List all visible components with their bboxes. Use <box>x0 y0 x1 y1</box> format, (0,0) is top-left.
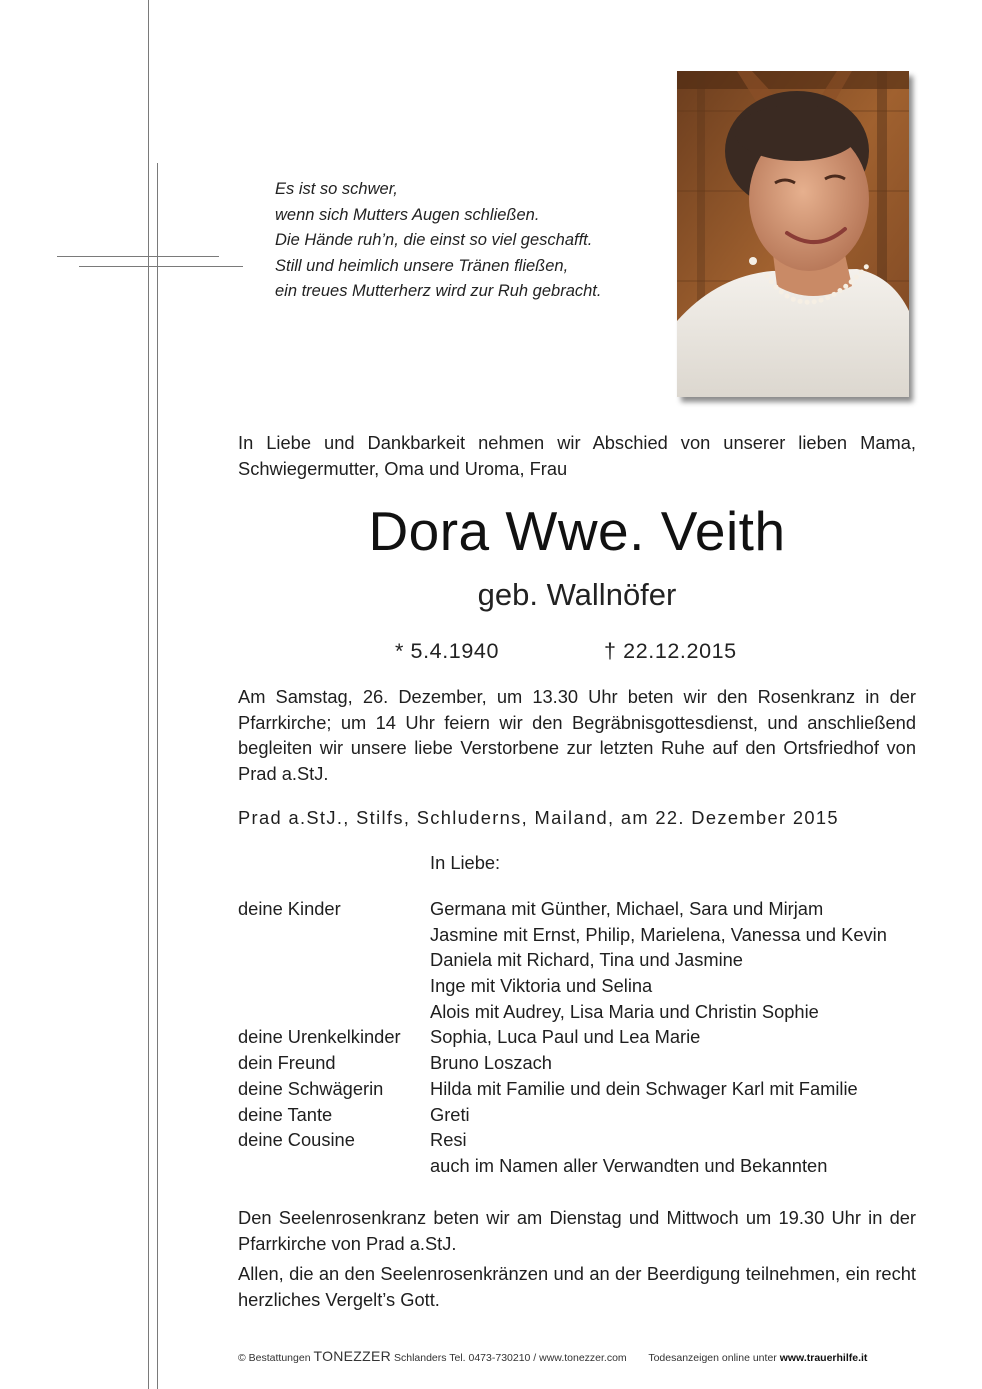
deceased-name: Dora Wwe. Veith <box>368 500 786 562</box>
mourner-names: Inge mit Viktoria und Selina <box>430 975 653 997</box>
mourner-names: Alois mit Audrey, Lisa Maria und Christin Sophie <box>430 1000 819 1022</box>
mourner-names: Germana mit Günther, Michael, Sara und Mirjam <box>430 898 824 919</box>
mourner-names: Greti <box>430 1103 470 1125</box>
cross-vertical-line-inner <box>157 163 158 1389</box>
poem <box>275 177 655 305</box>
poem-line: Es ist so schwer, <box>275 180 398 198</box>
mourner-names: Daniela mit Richard, Tina und Jasmine <box>430 949 743 971</box>
mourner-names: Jasmine mit Ernst, Philip, Marielena, Vanessa und Kevin <box>430 923 887 945</box>
mourner-names: Resi <box>430 1129 467 1151</box>
portrait-photo <box>677 71 909 397</box>
mourner-relation: deine Kinder <box>238 898 341 919</box>
mourner-names: Bruno Loszach <box>430 1052 552 1074</box>
cross-vertical-line <box>148 0 149 1389</box>
intro-text: In Liebe und Dankbarkeit nehmen wir Abschied von unserer lieben Mama, Schwiegermutter, Oma und Uroma, Frau <box>238 432 916 479</box>
birth-name: geb. Wallnöfer <box>477 577 677 612</box>
mourner-names: Sophia, Luca Paul und Lea Marie <box>430 1026 701 1048</box>
poem-line: Still und heimlich unsere Tränen fließen, <box>275 256 569 275</box>
poem-line: wenn sich Mutters Augen schließen. <box>275 205 540 224</box>
footer-details: Schlanders Tel. 0473-730210 / www.tonezzer.com <box>393 1352 627 1364</box>
death-date: † 22.12.2015 <box>604 639 737 663</box>
mourner-names: Hilda mit Familie und dein Schwager Karl mit Familie <box>430 1077 858 1099</box>
ceremony-text: Am Samstag, 26. Dezember, um 13.30 Uhr beten wir den Rosenkranz in der Pfarrkirche; um 14 Uhr feiern wir den Begräbnisgottesdienst, und anschließend begleiten wir unsere liebe Verstorbene zur letzten Ruhe auf den Ortsfriedhof von Prad a.StJ. <box>238 686 916 785</box>
mourner-relation: deine Schwägerin <box>238 1077 384 1099</box>
cross-horizontal-line-inner <box>79 266 243 267</box>
mourner-relation: deine Cousine <box>238 1129 355 1151</box>
footer-brand: TONEZZER <box>313 1348 392 1364</box>
thanks-text: Allen, die an den Seelenrosenkränzen und an der Beerdigung teilnehmen, ein recht herzliches Vergelt’s Gott. <box>238 1263 916 1310</box>
mourner-relation: deine Urenkelkinder <box>238 1026 401 1048</box>
cross-horizontal-line <box>57 256 219 257</box>
footer-online-link[interactable]: www.trauerhilfe.it <box>779 1352 868 1364</box>
mourner-relation: dein Freund <box>238 1052 336 1074</box>
footer-prefix: © Bestattungen <box>238 1352 311 1364</box>
mourner-relation: deine Tante <box>238 1103 333 1125</box>
birth-date: * 5.4.1940 <box>395 639 500 663</box>
poem-line: Die Hände ruh’n, die einst so viel geschafft. <box>275 231 593 250</box>
footer-online-text: Todesanzeigen online unter <box>648 1352 777 1364</box>
place-date: Prad a.StJ., Stilfs, Schluderns, Mailand, am 22. Dezember 2015 <box>238 807 839 828</box>
mourner-names: auch im Namen aller Verwandten und Bekannten <box>430 1154 828 1176</box>
footer <box>238 1349 878 1365</box>
poem-line: ein treues Mutterherz wird zur Ruh gebracht. <box>275 282 602 301</box>
rosary-text: Den Seelenrosenkranz beten wir am Dienstag und Mittwoch um 19.30 Uhr in der Pfarrkirche von Prad a.StJ. <box>238 1207 916 1254</box>
in-love-heading: In Liebe: <box>430 852 501 873</box>
